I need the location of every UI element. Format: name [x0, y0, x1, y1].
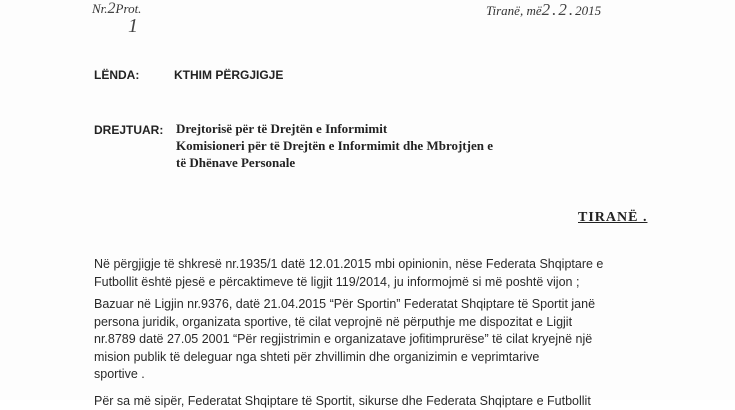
date-prefix: Tiranë, më — [486, 3, 542, 18]
paragraph-line: Për sa më sipër, Federatat Shqiptare të Sportit, sikurse dhe Federata Shqiptare e Futbollit — [94, 394, 591, 408]
body-paragraph-2 — [94, 296, 639, 384]
protocol-suffix: Prot. — [115, 1, 142, 16]
subject-label: LËNDA: — [94, 68, 140, 82]
paragraph-line: Bazuar në Ligjin nr.9376, datë 21.04.2015 “Për Sportin” Federatat Shqiptare të Sportit janë — [94, 297, 596, 311]
recipient-block — [176, 120, 493, 171]
city-heading: TIRANË . — [578, 210, 648, 225]
date-handwritten: 2.2. — [541, 0, 576, 19]
document-date — [486, 0, 601, 20]
subject-value: KTHIM PËRGJIGJE — [174, 68, 284, 82]
paragraph-line: persona juridik, organizata sportive, të cilat veprojnë në përputhje me dispozitat e Ligjit — [94, 314, 573, 329]
body-paragraph-3 — [94, 392, 639, 410]
paragraph-line: Në përgjigje të shkresë nr.1935/1 datë 12.01.2015 mbi opinionin, nëse Federata Shqiptare e — [94, 257, 604, 271]
recipient-line: Drejtorisë për të Drejtën e Informimit — [176, 121, 388, 136]
paragraph-line: nr.8789 datë 27.05 2001 “Për regjistrimin e organizatave jofitimprurëse” të cilat kryejnë një — [94, 332, 593, 346]
paragraph-line: mision publik të deleguar nga shteti për zhvillimin dhe organizimin e veprimtarive — [94, 349, 540, 364]
recipient-line: Komisioneri për të Drejtën e Informimit dhe Mbrojtjen e — [176, 138, 493, 153]
paragraph-line: Futbollit është pjesë e përcaktimeve të ligjit 119/2014, ju informojmë si më poshtë vijon ; — [94, 275, 580, 289]
protocol-prefix: Nr. — [92, 1, 108, 16]
recipient-line: të Dhënave Personale — [176, 155, 296, 170]
date-year: 2015 — [575, 3, 602, 18]
protocol-handwritten-annex: 1 — [128, 15, 138, 37]
body-paragraph-1 — [94, 255, 639, 291]
paragraph-line: sportive . — [94, 367, 145, 381]
recipient-label: DREJTUAR: — [94, 123, 164, 137]
protocol-number: 2 — [107, 0, 116, 17]
